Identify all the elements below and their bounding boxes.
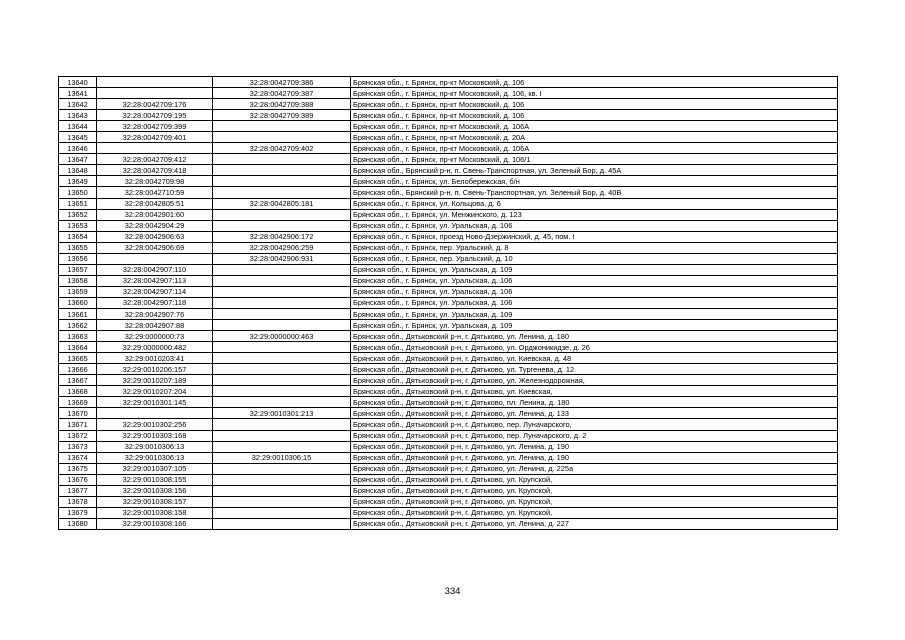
row-number-cell: 13663: [59, 331, 97, 342]
table-row: [59, 397, 838, 408]
cadastral-number-cell: 32:28:0042709:412: [97, 154, 213, 165]
address-cell: Брянская обл., г. Брянск, ул. Уральская, д. 106: [351, 275, 838, 286]
table-row: [59, 496, 838, 507]
cadastral-number-cell: 32:28:0042904:29: [97, 220, 213, 231]
table-row: [59, 419, 838, 430]
row-number-cell: 13640: [59, 77, 97, 88]
table-row: [59, 253, 838, 264]
cadastral-number-cell: [97, 408, 213, 419]
cadastral-number-cell: 32:28:0042709:195: [97, 110, 213, 121]
table-row: [59, 408, 838, 419]
address-cell: Брянская обл., Дятьковский р-н, г. Дятьково, ул. Крупской,: [351, 474, 838, 485]
register-table-body: [59, 77, 838, 530]
cadastral-number-cell: [97, 143, 213, 154]
row-number-cell: 13650: [59, 187, 97, 198]
row-number-cell: 13646: [59, 143, 97, 154]
row-number-cell: 13651: [59, 198, 97, 209]
address-cell: Брянская обл., Брянский р-н, п. Свень-Транспортная, ул. Зеленый Бор, д. 45А: [351, 165, 838, 176]
linked-cadastral-number-cell: 32:28:0042709:388: [213, 99, 351, 110]
address-cell: Брянская обл., г. Брянск, пр-кт Московский, д. 106/1: [351, 154, 838, 165]
linked-cadastral-number-cell: [213, 419, 351, 430]
table-row: [59, 452, 838, 463]
row-number-cell: 13667: [59, 375, 97, 386]
table-row: [59, 463, 838, 474]
row-number-cell: 13653: [59, 220, 97, 231]
table-row: [59, 154, 838, 165]
address-cell: Брянская обл., г. Брянск, ул. Уральская, д. 106: [351, 220, 838, 231]
linked-cadastral-number-cell: [213, 375, 351, 386]
linked-cadastral-number-cell: [213, 320, 351, 331]
row-number-cell: 13654: [59, 231, 97, 242]
linked-cadastral-number-cell: 32:28:0042805:181: [213, 198, 351, 209]
linked-cadastral-number-cell: [213, 154, 351, 165]
address-cell: Брянская обл., г. Брянск, ул. Менжинского, д. 123: [351, 209, 838, 220]
linked-cadastral-number-cell: [213, 165, 351, 176]
linked-cadastral-number-cell: 32:28:0042709:402: [213, 143, 351, 154]
cadastral-number-cell: 32:29:0010308:157: [97, 496, 213, 507]
table-row: [59, 353, 838, 364]
page-number: 334: [444, 586, 461, 597]
table-row: [59, 264, 838, 275]
row-number-cell: 13660: [59, 297, 97, 308]
cadastral-number-cell: 32:29:0000000:73: [97, 331, 213, 342]
row-number-cell: 13668: [59, 386, 97, 397]
table-row: [59, 187, 838, 198]
address-cell: Брянская обл., г. Брянск, ул. Уральская, д. 109: [351, 320, 838, 331]
linked-cadastral-number-cell: [213, 297, 351, 308]
linked-cadastral-number-cell: 32:28:0042709:387: [213, 88, 351, 99]
cadastral-number-cell: [97, 253, 213, 264]
cadastral-number-cell: 32:29:0010207:204: [97, 386, 213, 397]
table-row: [59, 308, 838, 319]
linked-cadastral-number-cell: [213, 353, 351, 364]
row-number-cell: 13679: [59, 507, 97, 518]
address-cell: Брянская обл., Дятьковский р-н, г. Дятьково, ул. Ленина, д. 225а: [351, 463, 838, 474]
cadastral-number-cell: 32:28:0042907:88: [97, 320, 213, 331]
cadastral-number-cell: 32:29:0010203:41: [97, 353, 213, 364]
linked-cadastral-number-cell: [213, 507, 351, 518]
table-row: [59, 430, 838, 441]
address-cell: Брянская обл., Дятьковский р-н, г. Дятьково, ул. Орджоникидзе, д. 26: [351, 342, 838, 353]
cadastral-number-cell: 32:28:0042906:63: [97, 231, 213, 242]
linked-cadastral-number-cell: 32:28:0042906:931: [213, 253, 351, 264]
cadastral-number-cell: 32:29:0010207:189: [97, 375, 213, 386]
cadastral-number-cell: 32:29:0010308:155: [97, 474, 213, 485]
table-row: [59, 198, 838, 209]
cadastral-number-cell: 32:28:0042709:418: [97, 165, 213, 176]
cadastral-number-cell: 32:28:0042709:98: [97, 176, 213, 187]
address-cell: Брянская обл., Дятьковский р-н, г. Дятьково, пер. Луначарского, д. 2: [351, 430, 838, 441]
cadastral-number-cell: [97, 88, 213, 99]
address-cell: Брянская обл., г. Брянск, пер. Уральский, д. 10: [351, 253, 838, 264]
address-cell: Брянская обл., Дятьковский р-н, г. Дятьково, пер. Луначарского,: [351, 419, 838, 430]
cadastral-number-cell: 32:28:0042907:110: [97, 264, 213, 275]
table-row: [59, 485, 838, 496]
row-number-cell: 13656: [59, 253, 97, 264]
linked-cadastral-number-cell: 32:29:0000000:463: [213, 331, 351, 342]
linked-cadastral-number-cell: [213, 275, 351, 286]
table-row: [59, 375, 838, 386]
row-number-cell: 13659: [59, 286, 97, 297]
row-number-cell: 13655: [59, 242, 97, 253]
row-number-cell: 13649: [59, 176, 97, 187]
address-cell: Брянская обл., г. Брянск, пр-кт Московский, д. 106: [351, 77, 838, 88]
cadastral-number-cell: 32:29:0010308:158: [97, 507, 213, 518]
table-row: [59, 320, 838, 331]
linked-cadastral-number-cell: [213, 386, 351, 397]
table-row: [59, 165, 838, 176]
row-number-cell: 13644: [59, 121, 97, 132]
row-number-cell: 13670: [59, 408, 97, 419]
linked-cadastral-number-cell: [213, 441, 351, 452]
linked-cadastral-number-cell: [213, 132, 351, 143]
row-number-cell: 13648: [59, 165, 97, 176]
row-number-cell: 13680: [59, 518, 97, 529]
linked-cadastral-number-cell: 32:28:0042906:259: [213, 242, 351, 253]
table-row: [59, 220, 838, 231]
cadastral-number-cell: 32:28:0042710:59: [97, 187, 213, 198]
cadastral-number-cell: 32:28:0042709:401: [97, 132, 213, 143]
address-cell: Брянская обл., г. Брянск, ул. Кольцова, д. 6: [351, 198, 838, 209]
address-cell: Брянская обл., Дятьковский р-н, г. Дятьково, ул. Киевская,: [351, 386, 838, 397]
table-row: [59, 364, 838, 375]
address-cell: Брянская обл., г. Брянск, ул. Уральская, д. 106: [351, 286, 838, 297]
cadastral-number-cell: 32:29:0010307:105: [97, 463, 213, 474]
address-cell: Брянская обл., г. Брянск, пр-кт Московский, д. 106, кв. I: [351, 88, 838, 99]
address-cell: Брянская обл., Дятьковский р-н, г. Дятьково, ул. Ленина, д. 227: [351, 518, 838, 529]
table-row: [59, 286, 838, 297]
cadastral-number-cell: 32:28:0042709:399: [97, 121, 213, 132]
cadastral-number-cell: 32:29:0010306:13: [97, 452, 213, 463]
row-number-cell: 13678: [59, 496, 97, 507]
linked-cadastral-number-cell: [213, 518, 351, 529]
address-cell: Брянская обл., г. Брянск, пр-кт Московский, д. 106А: [351, 121, 838, 132]
row-number-cell: 13658: [59, 275, 97, 286]
row-number-cell: 13672: [59, 430, 97, 441]
cadastral-number-cell: 32:29:0010308:166: [97, 518, 213, 529]
row-number-cell: 13645: [59, 132, 97, 143]
address-cell: Брянская обл., Дятьковский р-н, г. Дятьково, ул. Киевская, д. 48: [351, 353, 838, 364]
table-row: [59, 77, 838, 88]
table-row: [59, 242, 838, 253]
cadastral-number-cell: 32:28:0042907:118: [97, 297, 213, 308]
address-cell: Брянская обл., г. Брянск, ул. Белобережская, б/н: [351, 176, 838, 187]
address-cell: Брянская обл., Брянский р-н, п. Свень-Транспортная, ул. Зеленый Бор, д. 40В: [351, 187, 838, 198]
cadastral-number-cell: 32:29:0000000:482: [97, 342, 213, 353]
linked-cadastral-number-cell: [213, 209, 351, 220]
address-cell: Брянская обл., Дятьковский р-н, г. Дятьково, ул. Ленина, д. 133: [351, 408, 838, 419]
table-row: [59, 331, 838, 342]
row-number-cell: 13673: [59, 441, 97, 452]
linked-cadastral-number-cell: [213, 286, 351, 297]
row-number-cell: 13665: [59, 353, 97, 364]
cadastral-number-cell: 32:29:0010301:145: [97, 397, 213, 408]
linked-cadastral-number-cell: [213, 430, 351, 441]
table-row: [59, 176, 838, 187]
cadastral-number-cell: [97, 77, 213, 88]
table-row: [59, 275, 838, 286]
linked-cadastral-number-cell: [213, 474, 351, 485]
linked-cadastral-number-cell: [213, 463, 351, 474]
linked-cadastral-number-cell: 32:28:0042709:386: [213, 77, 351, 88]
row-number-cell: 13647: [59, 154, 97, 165]
row-number-cell: 13677: [59, 485, 97, 496]
register-table: [58, 76, 838, 530]
linked-cadastral-number-cell: [213, 308, 351, 319]
linked-cadastral-number-cell: [213, 220, 351, 231]
row-number-cell: 13652: [59, 209, 97, 220]
row-number-cell: 13643: [59, 110, 97, 121]
linked-cadastral-number-cell: 32:29:0010306:15: [213, 452, 351, 463]
row-number-cell: 13675: [59, 463, 97, 474]
table-row: [59, 441, 838, 452]
linked-cadastral-number-cell: 32:28:0042709:389: [213, 110, 351, 121]
address-cell: Брянская обл., Дятьковский р-н, г. Дятьково, ул. Ленина, д. 190: [351, 452, 838, 463]
row-number-cell: 13657: [59, 264, 97, 275]
cadastral-number-cell: 32:28:0042907:113: [97, 275, 213, 286]
address-cell: Брянская обл., г. Брянск, пер. Уральский, д. 8: [351, 242, 838, 253]
cadastral-number-cell: 32:29:0010303:168: [97, 430, 213, 441]
row-number-cell: 13661: [59, 308, 97, 319]
address-cell: Брянская обл., Дятьковский р-н, г. Дятьково, ул. Крупской,: [351, 507, 838, 518]
row-number-cell: 13662: [59, 320, 97, 331]
address-cell: Брянская обл., г. Брянск, ул. Уральская, д. 106: [351, 297, 838, 308]
table-row: [59, 386, 838, 397]
row-number-cell: 13676: [59, 474, 97, 485]
cadastral-number-cell: 32:29:0010306:13: [97, 441, 213, 452]
address-cell: Брянская обл., Дятьковский р-н, г. Дятьково, ул. Крупской,: [351, 496, 838, 507]
table-row: [59, 474, 838, 485]
address-cell: Брянская обл., г. Брянск, пр-кт Московский, д. 20А: [351, 132, 838, 143]
table-row: [59, 297, 838, 308]
address-cell: Брянская обл., г. Брянск, ул. Уральская, д. 109: [351, 308, 838, 319]
address-cell: Брянская обл., г. Брянск, проезд Ново-Дзержинский, д. 45, пом. I: [351, 231, 838, 242]
linked-cadastral-number-cell: [213, 121, 351, 132]
cadastral-number-cell: 32:28:0042901:60: [97, 209, 213, 220]
row-number-cell: 13669: [59, 397, 97, 408]
table-row: [59, 132, 838, 143]
address-cell: Брянская обл., г. Брянск, пр-кт Московский, д. 106: [351, 110, 838, 121]
row-number-cell: 13674: [59, 452, 97, 463]
cadastral-number-cell: 32:28:0042907:114: [97, 286, 213, 297]
cadastral-number-cell: 32:29:0010206:157: [97, 364, 213, 375]
table-row: [59, 99, 838, 110]
row-number-cell: 13664: [59, 342, 97, 353]
table-row: [59, 121, 838, 132]
row-number-cell: 13642: [59, 99, 97, 110]
cadastral-number-cell: 32:29:0010308:156: [97, 485, 213, 496]
table-row: [59, 507, 838, 518]
address-cell: Брянская обл., Дятьковский р-н, г. Дятьково, ул. Крупской,: [351, 485, 838, 496]
row-number-cell: 13641: [59, 88, 97, 99]
linked-cadastral-number-cell: [213, 342, 351, 353]
table-row: [59, 342, 838, 353]
address-cell: Брянская обл., г. Брянск, пр-кт Московский, д. 106А: [351, 143, 838, 154]
table-row: [59, 88, 838, 99]
linked-cadastral-number-cell: [213, 485, 351, 496]
address-cell: Брянская обл., г. Брянск, пр-кт Московский, д. 106: [351, 99, 838, 110]
table-row: [59, 110, 838, 121]
cadastral-number-cell: 32:28:0042805:51: [97, 198, 213, 209]
cadastral-number-cell: 32:29:0010302:256: [97, 419, 213, 430]
cadastral-number-cell: 32:28:0042907:76: [97, 308, 213, 319]
linked-cadastral-number-cell: [213, 187, 351, 198]
row-number-cell: 13666: [59, 364, 97, 375]
linked-cadastral-number-cell: [213, 496, 351, 507]
table-row: [59, 231, 838, 242]
table-row: [59, 143, 838, 154]
table-row: [59, 209, 838, 220]
linked-cadastral-number-cell: 32:28:0042906:172: [213, 231, 351, 242]
linked-cadastral-number-cell: [213, 264, 351, 275]
row-number-cell: 13671: [59, 419, 97, 430]
table-row: [59, 518, 838, 529]
linked-cadastral-number-cell: [213, 397, 351, 408]
address-cell: Брянская обл., Дятьковский р-н, г. Дятьково, ул. Ленина, д. 190: [351, 441, 838, 452]
linked-cadastral-number-cell: [213, 176, 351, 187]
cadastral-number-cell: 32:28:0042906:69: [97, 242, 213, 253]
address-cell: Брянская обл., Дятьковский р-н, г. Дятьково, ул. Ленина, д. 180: [351, 331, 838, 342]
linked-cadastral-number-cell: 32:29:0010301:213: [213, 408, 351, 419]
linked-cadastral-number-cell: [213, 364, 351, 375]
cadastral-number-cell: 32:28:0042709:176: [97, 99, 213, 110]
address-cell: Брянская обл., Дятьковский р-н, г. Дятьково, пл. Ленина, д. 180: [351, 397, 838, 408]
address-cell: Брянская обл., г. Брянск, ул. Уральская, д. 109: [351, 264, 838, 275]
address-cell: Брянская обл., Дятьковский р-н, г. Дятьково, ул. Железнодорожная,: [351, 375, 838, 386]
address-cell: Брянская обл., Дятьковский р-н, г. Дятьково, ул. Тургенева, д. 12: [351, 364, 838, 375]
